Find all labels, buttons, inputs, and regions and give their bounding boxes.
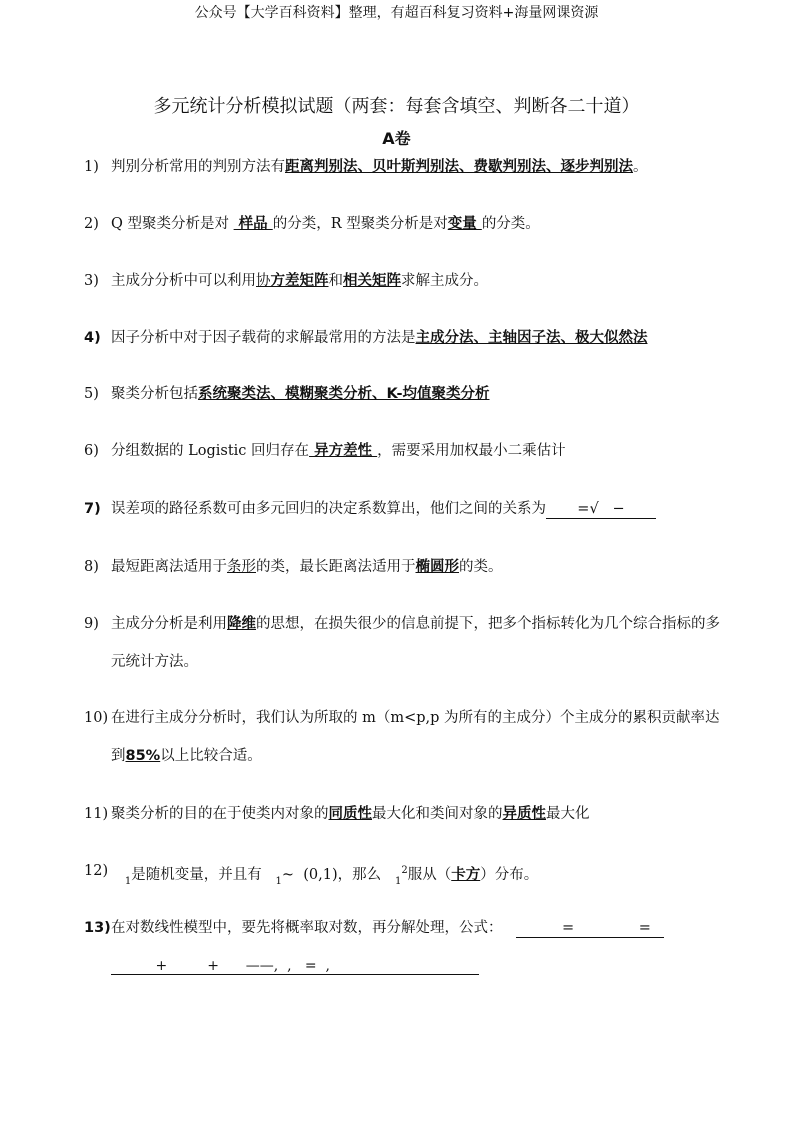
question-item xyxy=(84,548,724,586)
document-title: 多元统计分析模拟试题（两套：每套含填空、判断各二十道） xyxy=(153,96,640,117)
question-text xyxy=(111,699,724,775)
text-segment: ~ (0,1)，那么 xyxy=(281,867,395,883)
text-segment: 的分类。 xyxy=(481,216,540,232)
text-segment: 最短距离法适用于 xyxy=(111,559,227,575)
question-item xyxy=(84,262,724,300)
text-segment: 因子分析中对于因子载荷的求解最常用的方法是 xyxy=(111,330,416,346)
underlined-text: 条形 xyxy=(227,559,256,575)
question-item xyxy=(84,319,724,357)
text-segment: 的类，最长距离法适用于 xyxy=(256,559,416,575)
question-number: 8) xyxy=(84,559,99,575)
text-segment: ）分布。 xyxy=(480,867,539,883)
question-text xyxy=(111,262,724,300)
text-segment: 的思想，在损失很少的信息前提下，把多个指标转化为几个综合指标的多元统计方法。 xyxy=(111,616,720,670)
answer-text: 主成分法、主轴因子法、极大似然法 xyxy=(415,330,648,346)
formula-blank: = = xyxy=(516,919,664,938)
answer-text: 距离判别法、贝叶斯判别法、费歇判别法、逐步判别法 xyxy=(285,159,633,175)
text-segment: 的类。 xyxy=(459,559,503,575)
answer-text: 变量 xyxy=(447,216,482,232)
text-segment: ，需要采用加权最小二乘估计 xyxy=(377,443,566,459)
text-segment: 主成分分析是利用 xyxy=(111,616,227,632)
question-text xyxy=(111,432,724,470)
question-number: 5) xyxy=(84,386,99,402)
question-item xyxy=(84,490,724,528)
question-text xyxy=(111,605,724,681)
question-text xyxy=(111,319,724,357)
text-segment: 以上比较合适。 xyxy=(160,748,262,764)
question-number: 9) xyxy=(84,616,99,632)
text-segment: 聚类分析包括 xyxy=(111,386,198,402)
answer-text: 系统聚类法、模糊聚类分析、K-均值聚类分析 xyxy=(198,386,490,402)
text-segment: 。 xyxy=(633,159,648,175)
question-number: 10) xyxy=(84,710,109,726)
section-title: A卷 xyxy=(382,129,411,148)
question-number: 7) xyxy=(84,501,101,517)
text-segment: 主成分分析中可以利用 xyxy=(111,273,256,289)
question-text xyxy=(111,148,724,186)
answer-text: 方差矩阵 xyxy=(270,273,329,289)
text-segment: 的分类，R 型聚类分析是对 xyxy=(272,216,448,232)
subscript: 1 xyxy=(394,876,402,887)
question-item xyxy=(84,432,724,470)
question-item xyxy=(84,852,724,901)
question-item xyxy=(84,148,724,186)
answer-text: 卡方 xyxy=(451,867,481,883)
question-item xyxy=(84,699,724,775)
question-number: 1) xyxy=(84,159,99,175)
question-number: 11) xyxy=(84,806,109,822)
answer-text: 椭圆形 xyxy=(415,559,459,575)
question-item xyxy=(84,205,724,243)
text-segment: 服从（ xyxy=(407,867,452,883)
question-text xyxy=(111,795,724,833)
text-segment: Q 型聚类分析是对 xyxy=(111,216,234,232)
text-segment: 误差项的路径系数可由多元回归的决定系数算出，他们之间的关系为 xyxy=(111,501,546,517)
question-text xyxy=(111,490,724,528)
question-text xyxy=(111,375,724,413)
text-segment: 最大化和类间对象的 xyxy=(372,806,503,822)
question-number: 6) xyxy=(84,443,99,459)
question-number: 2) xyxy=(84,216,99,232)
question-text xyxy=(111,548,724,586)
question-number: 4) xyxy=(84,330,101,346)
text-segment: 聚类分析的目的在于使类内对象的 xyxy=(111,806,329,822)
text-segment: 最大化 xyxy=(546,806,590,822)
underlined-text: 协 xyxy=(256,273,271,289)
text-segment: 和 xyxy=(328,273,343,289)
question-item xyxy=(84,605,724,681)
question-text xyxy=(111,205,724,243)
item-13-formula-line: + + ——, , = , xyxy=(111,958,479,975)
page-header-watermark: 公众号【大学百科资料】整理，有超百科复习资料+海量网课资源 xyxy=(194,5,599,21)
formula-blank: =√ − xyxy=(546,500,656,519)
question-item xyxy=(84,375,724,413)
question-number: 12) xyxy=(84,863,109,879)
answer-text: 样品 xyxy=(233,216,273,232)
question-item xyxy=(84,795,724,833)
answer-text: 相关矩阵 xyxy=(343,273,401,289)
text-segment: 在对数线性模型中，要先将概率取对数，再分解处理，公式： xyxy=(111,920,517,936)
question-text xyxy=(111,909,724,947)
answer-text: 同质性 xyxy=(328,806,372,822)
text-segment: 求解主成分。 xyxy=(401,273,488,289)
subscript: 1 xyxy=(124,876,132,887)
text-segment: 是随机变量，并且有 xyxy=(131,867,276,883)
question-number: 13) xyxy=(84,920,111,936)
subscript: 1 xyxy=(275,876,282,887)
superscript: 2 xyxy=(401,865,408,876)
answer-text: 降维 xyxy=(227,616,256,632)
question-text xyxy=(111,852,724,901)
text-segment: 判别分析常用的判别方法有 xyxy=(111,159,285,175)
text-segment: 在进行主成分分析时，我们认为所取的 m（m<p,p 为所有的主成分）个主成分的累积贡献率达到 xyxy=(111,710,720,764)
answer-text: 异方差性 xyxy=(309,443,378,459)
question-item xyxy=(84,909,724,947)
answer-text: 85% xyxy=(125,748,161,764)
answer-text: 异质性 xyxy=(502,806,546,822)
question-number: 3) xyxy=(84,273,99,289)
text-segment xyxy=(111,867,125,883)
text-segment: 分组数据的 Logistic 回归存在 xyxy=(111,443,310,459)
